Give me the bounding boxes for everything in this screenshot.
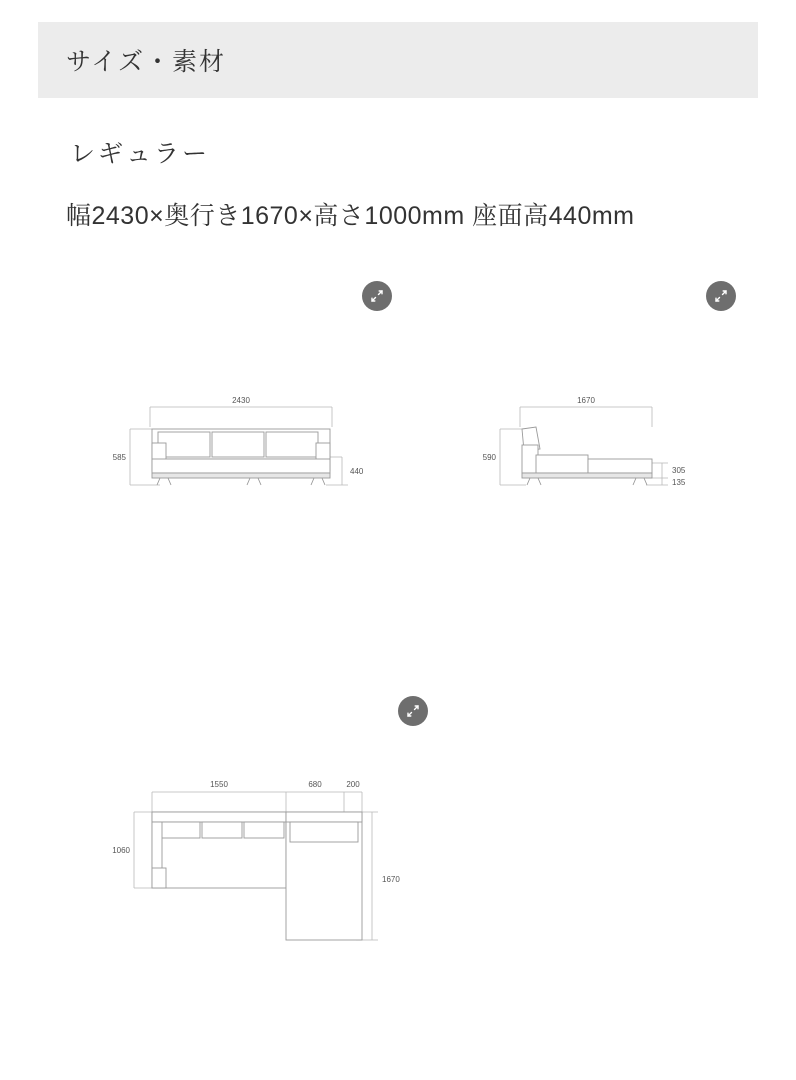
label-side-top: 1670 bbox=[577, 396, 595, 405]
diagram-side-elevation bbox=[470, 385, 720, 510]
label-front-left: 585 bbox=[112, 453, 126, 462]
variant-label: レギュラー bbox=[70, 140, 211, 168]
content-area bbox=[38, 22, 758, 232]
label-plan-left: 1060 bbox=[112, 846, 130, 855]
dimension-summary: 幅2430×奥行き1670×高さ1000mm 座面高440mm bbox=[66, 202, 635, 230]
label-side-right-lower: 135 bbox=[672, 478, 686, 487]
label-front-right: 440 bbox=[350, 467, 364, 476]
label-plan-top-left: 1550 bbox=[210, 780, 228, 789]
expand-icon bbox=[713, 288, 729, 304]
section-header bbox=[38, 22, 758, 98]
expand-icon bbox=[369, 288, 385, 304]
label-side-right-upper: 305 bbox=[672, 466, 686, 475]
zoom-button-side[interactable] bbox=[706, 281, 736, 311]
label-plan-right: 1670 bbox=[382, 875, 400, 884]
diagram-front-elevation bbox=[100, 385, 390, 510]
expand-icon bbox=[405, 703, 421, 719]
label-plan-top-mid: 680 bbox=[308, 780, 322, 789]
zoom-button-front[interactable] bbox=[362, 281, 392, 311]
diagram-top-plan bbox=[100, 760, 440, 960]
label-side-left: 590 bbox=[482, 453, 496, 462]
label-plan-top-right: 200 bbox=[346, 780, 360, 789]
label-front-top: 2430 bbox=[232, 396, 250, 405]
page-title: サイズ・素材 bbox=[66, 48, 227, 76]
zoom-button-plan[interactable] bbox=[398, 696, 428, 726]
